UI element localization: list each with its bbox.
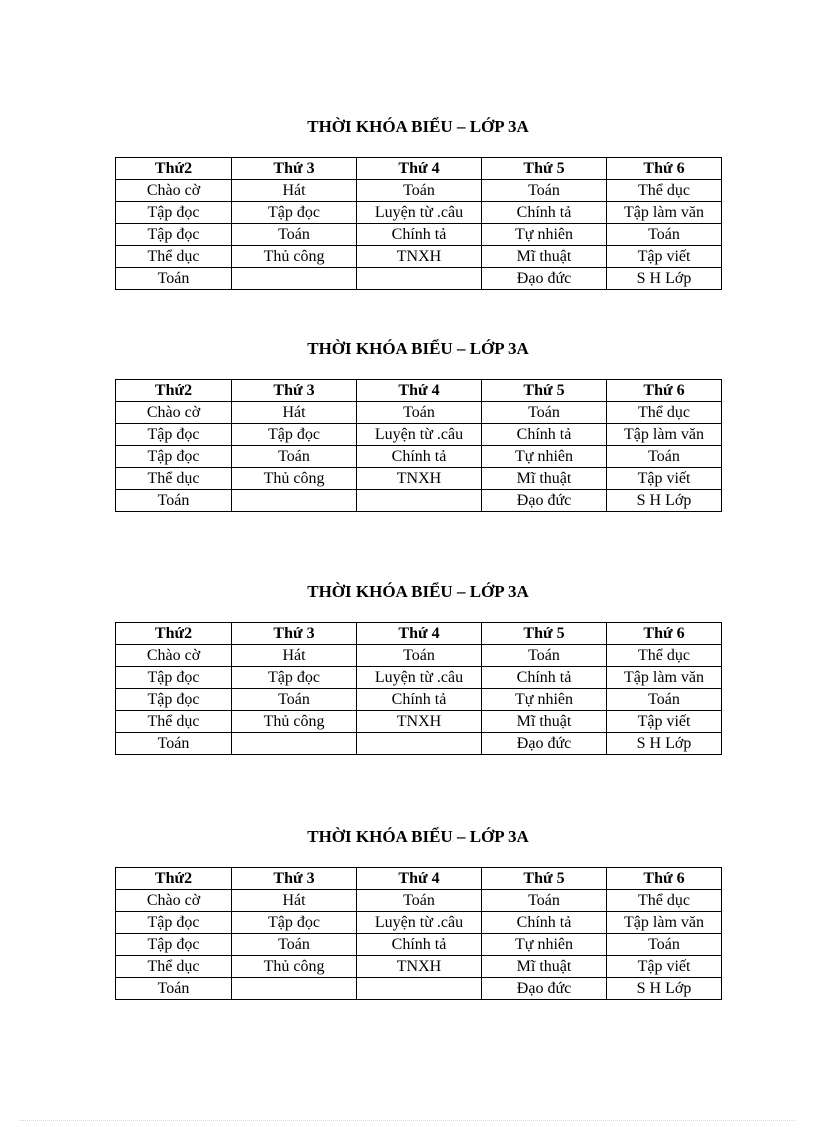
day-header: Thứ2 <box>116 868 232 890</box>
timetable-row <box>116 490 722 512</box>
subject-cell: Tập đọc <box>116 224 232 246</box>
subject-cell: Toán <box>116 268 232 290</box>
timetable-title: THỜI KHÓA BIỂU – LỚP 3A <box>307 827 529 846</box>
timetable-row <box>116 224 722 246</box>
subject-cell: Mĩ thuật <box>482 956 607 978</box>
subject-cell: Thể dục <box>607 890 722 912</box>
timetable-title: THỜI KHÓA BIỂU – LỚP 3A <box>307 117 529 136</box>
subject-cell: Toán <box>116 978 232 1000</box>
subject-cell: Toán <box>116 733 232 755</box>
subject-cell: Tự nhiên <box>482 689 607 711</box>
subject-cell: Thủ công <box>232 246 357 268</box>
subject-cell: Luyện từ .câu <box>357 912 482 934</box>
subject-cell: Thể dục <box>116 956 232 978</box>
subject-cell: Thể dục <box>607 180 722 202</box>
timetable-row <box>116 446 722 468</box>
subject-cell: Chào cờ <box>116 890 232 912</box>
subject-cell: Thể dục <box>116 711 232 733</box>
timetable-row <box>116 667 722 689</box>
subject-cell: Toán <box>482 402 607 424</box>
timetable-row <box>116 202 722 224</box>
subject-cell: S H Lớp <box>607 978 722 1000</box>
subject-cell: Tự nhiên <box>482 446 607 468</box>
subject-cell <box>357 268 482 290</box>
subject-cell: Tập đọc <box>232 202 357 224</box>
subject-cell: Toán <box>607 934 722 956</box>
subject-cell: Toán <box>357 890 482 912</box>
timetable-row <box>116 689 722 711</box>
timetable-row <box>116 956 722 978</box>
day-header: Thứ 5 <box>482 158 607 180</box>
subject-cell: TNXH <box>357 246 482 268</box>
timetable-row <box>116 424 722 446</box>
subject-cell: Toán <box>357 402 482 424</box>
timetable-row <box>116 268 722 290</box>
subject-cell: Đạo đức <box>482 978 607 1000</box>
subject-cell: Tự nhiên <box>482 224 607 246</box>
subject-cell: Tập làm văn <box>607 667 722 689</box>
subject-cell: Chào cờ <box>116 402 232 424</box>
subject-cell: Toán <box>232 689 357 711</box>
subject-cell: Chính tả <box>482 667 607 689</box>
timetable-row <box>116 934 722 956</box>
subject-cell: Đạo đức <box>482 733 607 755</box>
subject-cell: Toán <box>482 890 607 912</box>
day-header: Thứ 6 <box>607 868 722 890</box>
timetable-title: THỜI KHÓA BIỂU – LỚP 3A <box>307 339 529 358</box>
subject-cell: Tập viết <box>607 711 722 733</box>
subject-cell: Tập đọc <box>116 912 232 934</box>
subject-cell: Hát <box>232 402 357 424</box>
subject-cell: Chính tả <box>482 424 607 446</box>
subject-cell: Toán <box>607 446 722 468</box>
subject-cell: Tập đọc <box>116 202 232 224</box>
subject-cell: Tập đọc <box>116 689 232 711</box>
subject-cell: TNXH <box>357 956 482 978</box>
subject-cell: Tập đọc <box>116 424 232 446</box>
subject-cell: Hát <box>232 890 357 912</box>
timetable-row <box>116 402 722 424</box>
timetable-row <box>116 246 722 268</box>
timetable-row <box>116 890 722 912</box>
subject-cell: Thể dục <box>607 645 722 667</box>
subject-cell: S H Lớp <box>607 490 722 512</box>
subject-cell: Luyện từ .câu <box>357 424 482 446</box>
subject-cell: Thủ công <box>232 468 357 490</box>
day-header: Thứ 5 <box>482 868 607 890</box>
subject-cell <box>357 490 482 512</box>
timetable-row <box>116 711 722 733</box>
subject-cell: Hát <box>232 180 357 202</box>
day-header: Thứ 4 <box>357 158 482 180</box>
subject-cell: Tập làm văn <box>607 424 722 446</box>
timetable-table <box>115 867 722 1000</box>
subject-cell: TNXH <box>357 711 482 733</box>
day-header: Thứ 6 <box>607 623 722 645</box>
subject-cell <box>357 978 482 1000</box>
subject-cell: Tập đọc <box>116 667 232 689</box>
subject-cell: Chào cờ <box>116 645 232 667</box>
subject-cell: Tập viết <box>607 956 722 978</box>
timetable-row <box>116 645 722 667</box>
page-bottom-divider <box>20 1120 796 1121</box>
subject-cell: S H Lớp <box>607 733 722 755</box>
subject-cell: Tập đọc <box>116 934 232 956</box>
timetable-row <box>116 733 722 755</box>
day-header: Thứ 3 <box>232 868 357 890</box>
subject-cell: Hát <box>232 645 357 667</box>
subject-cell: Tập đọc <box>232 424 357 446</box>
timetable-table <box>115 622 722 755</box>
timetable-header-row <box>116 158 722 180</box>
subject-cell: TNXH <box>357 468 482 490</box>
day-header: Thứ 3 <box>232 623 357 645</box>
subject-cell: Toán <box>232 446 357 468</box>
subject-cell: Toán <box>357 180 482 202</box>
subject-cell: Luyện từ .câu <box>357 202 482 224</box>
day-header: Thứ 4 <box>357 623 482 645</box>
subject-cell: Tập làm văn <box>607 202 722 224</box>
subject-cell: Chính tả <box>482 202 607 224</box>
subject-cell: Chính tả <box>482 912 607 934</box>
subject-cell: Toán <box>482 645 607 667</box>
subject-cell: Mĩ thuật <box>482 711 607 733</box>
day-header: Thứ 3 <box>232 380 357 402</box>
day-header: Thứ2 <box>116 623 232 645</box>
subject-cell: Chính tả <box>357 446 482 468</box>
subject-cell: Tập viết <box>607 468 722 490</box>
subject-cell: Toán <box>482 180 607 202</box>
subject-cell: Toán <box>232 934 357 956</box>
subject-cell: Tự nhiên <box>482 934 607 956</box>
day-header: Thứ 6 <box>607 380 722 402</box>
timetable-row <box>116 978 722 1000</box>
subject-cell: S H Lớp <box>607 268 722 290</box>
subject-cell <box>232 268 357 290</box>
subject-cell: Thủ công <box>232 956 357 978</box>
subject-cell <box>232 978 357 1000</box>
timetable-table <box>115 157 722 290</box>
timetable-header-row <box>116 623 722 645</box>
timetable-row <box>116 912 722 934</box>
subject-cell: Toán <box>232 224 357 246</box>
subject-cell <box>357 733 482 755</box>
subject-cell: Toán <box>357 645 482 667</box>
subject-cell: Toán <box>116 490 232 512</box>
subject-cell: Toán <box>607 689 722 711</box>
subject-cell: Chính tả <box>357 934 482 956</box>
timetable-row <box>116 180 722 202</box>
subject-cell <box>232 733 357 755</box>
subject-cell: Toán <box>607 224 722 246</box>
day-header: Thứ2 <box>116 380 232 402</box>
subject-cell: Tập đọc <box>232 912 357 934</box>
timetable-table <box>115 379 722 512</box>
subject-cell: Thể dục <box>116 468 232 490</box>
subject-cell: Tập làm văn <box>607 912 722 934</box>
day-header: Thứ 3 <box>232 158 357 180</box>
subject-cell <box>232 490 357 512</box>
subject-cell: Tập đọc <box>232 667 357 689</box>
subject-cell: Tập viết <box>607 246 722 268</box>
subject-cell: Tập đọc <box>116 446 232 468</box>
subject-cell: Chào cờ <box>116 180 232 202</box>
subject-cell: Đạo đức <box>482 268 607 290</box>
day-header: Thứ 5 <box>482 380 607 402</box>
day-header: Thứ2 <box>116 158 232 180</box>
day-header: Thứ 6 <box>607 158 722 180</box>
day-header: Thứ 5 <box>482 623 607 645</box>
timetable-header-row <box>116 380 722 402</box>
timetable-header-row <box>116 868 722 890</box>
subject-cell: Luyện từ .câu <box>357 667 482 689</box>
timetable-title: THỜI KHÓA BIỂU – LỚP 3A <box>307 582 529 601</box>
timetable-row <box>116 468 722 490</box>
subject-cell: Thể dục <box>607 402 722 424</box>
subject-cell: Chính tả <box>357 224 482 246</box>
subject-cell: Đạo đức <box>482 490 607 512</box>
subject-cell: Mĩ thuật <box>482 468 607 490</box>
day-header: Thứ 4 <box>357 868 482 890</box>
subject-cell: Mĩ thuật <box>482 246 607 268</box>
day-header: Thứ 4 <box>357 380 482 402</box>
subject-cell: Thủ công <box>232 711 357 733</box>
subject-cell: Thể dục <box>116 246 232 268</box>
subject-cell: Chính tả <box>357 689 482 711</box>
